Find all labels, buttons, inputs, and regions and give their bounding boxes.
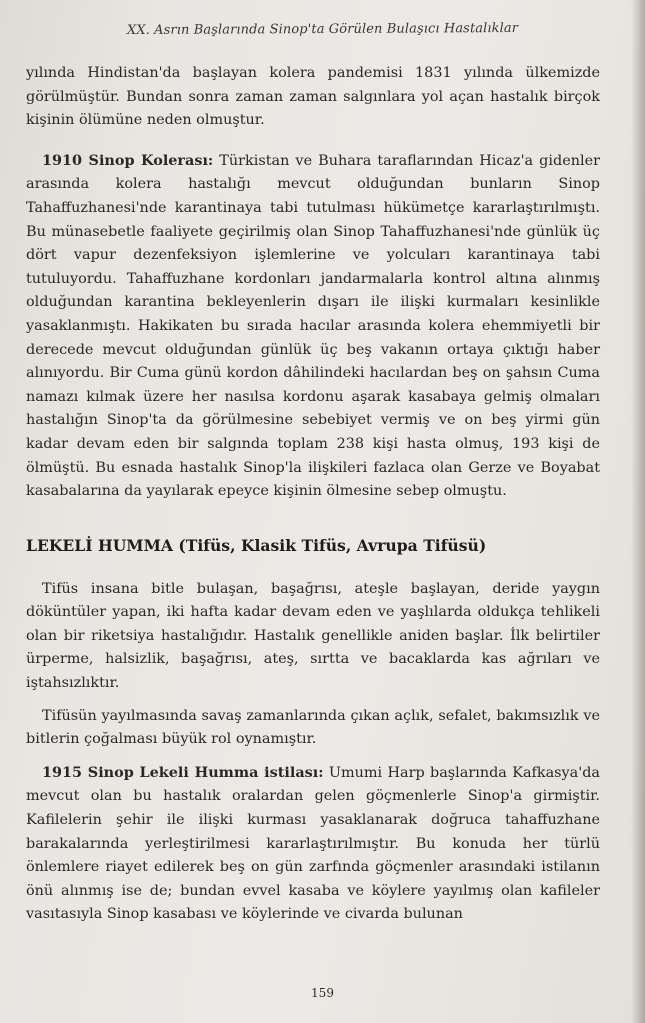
paragraph-1910-cholera-body: Türkistan ve Buhara taraflarından Hicaz'a gidenler arasında kolera hastalığı mevcut olduğundan bunların Sinop Tahaffuzhanesi'nde karantinaya tabi tutulması hükümetçe kararlaştırılmıştı. Bu münasebetle faaliyete geçirilmiş olan Sinop Tahaffuzhanesi'nde günlük üç dört vapur dezenfeksiyon işlemlerine ve yolcuları karantinaya tabi tutuluyordu. Tahaffuzhane kordonları jandarmalarla kontrol altına alınmış olduğundan karantina bekleyenlerin dışarı ile ilişki kurmaları kesinlikle yasaklanmıştı. Hakikaten bu sırada hacılar arasında kolera ehemmiyetli bir derecede mevcut olduğundan günlük üç beş vakanın ortaya çıktığı haber alınıyordu. Bir Cuma günü kordon dâhilindeki hacılardan beş on şahsın Cuma namazı kılmak üzere her nasılsa kordonu aşarak kasabaya gelmiş olmaları hastalığın Sinop'ta da görülmesine sebebiyet vermiş ve on beş yirmi gün kadar devam eden bir salgında toplam 238 kişi hasta olmuş, 193 kişi de ölmüştü. Bu esnada hastalık Sinop'la ilişkileri fazlaca olan Gerze ve Boyabat kasabalarına da yayılarak epeyce kişinin ölmesine sebep olmuştu. [26, 152, 600, 500]
paragraph-1915-typhus [26, 761, 600, 927]
paragraph-1915-typhus-lead: 1915 Sinop Lekeli Humma istilası: [42, 763, 324, 781]
page-number: 159 [311, 986, 334, 1000]
paragraph-typhus-spread: Tifüsün yayılmasında savaş zamanlarında çıkan açlık, sefalet, bakımsızlık ve bitlerin çoğalması büyük rol oynamıştır. [26, 707, 600, 748]
paragraph-1910-cholera-lead: 1910 Sinop Kolerası: [42, 151, 214, 169]
paragraph-typhus-definition: Tifüs insana bitle bulaşan, başağrısı, ateşle başlayan, deride yaygın döküntüler yapan, iki hafta kadar devam eden ve yaşlılarda oldukça tehlikeli olan bir riketsiya hastalığıdır. Hastalık genellikle aniden başlar. İlk belirtiler ürperme, halsizlik, başağrısı, ateş, sırtta ve bacaklarda kas ağrıları ve iştahsızlıktır. [26, 580, 600, 692]
body-text [26, 62, 600, 927]
paragraph-cholera-intro: yılında Hindistan'da başlayan kolera pandemisi 1831 yılında ülkemizde görülmüştür. Bundan sonra zaman zaman salgınlara yol açan hastalık birçok kişinin ölümüne neden olmuştur. [26, 65, 600, 129]
paragraph-1915-typhus-body: Umumi Harp başlarında Kafkasya'da mevcut olan bu hastalık oralardan gelen göçmenlerle Sinop'a girmiştir. Kafilelerin şehir ile ilişki kurması yasaklanarak doğruca tahaffuzhane barakalarında yerleştirilmesi kararlaştırılmıştır. Bu konuda her türlü önlemlere riayet edilerek beş on gün zarfında göçmenler arasındaki istilanın önü alınmış ise de; bundan evvel kasaba ve köylere yayılmış olan kafileler vasıtasıyla Sinop kasabası ve köylerinde ve civarda bulunan [26, 764, 600, 923]
paragraph-1910-cholera [26, 149, 600, 504]
section-heading-lekeli-humma: LEKELİ HUMMA (Tifüs, Klasik Tifüs, Avrupa Tifüsü) [26, 535, 487, 555]
running-header: XX. Asrın Başlarında Sinop'ta Görülen Bulaşıcı Hastalıklar [126, 20, 519, 39]
